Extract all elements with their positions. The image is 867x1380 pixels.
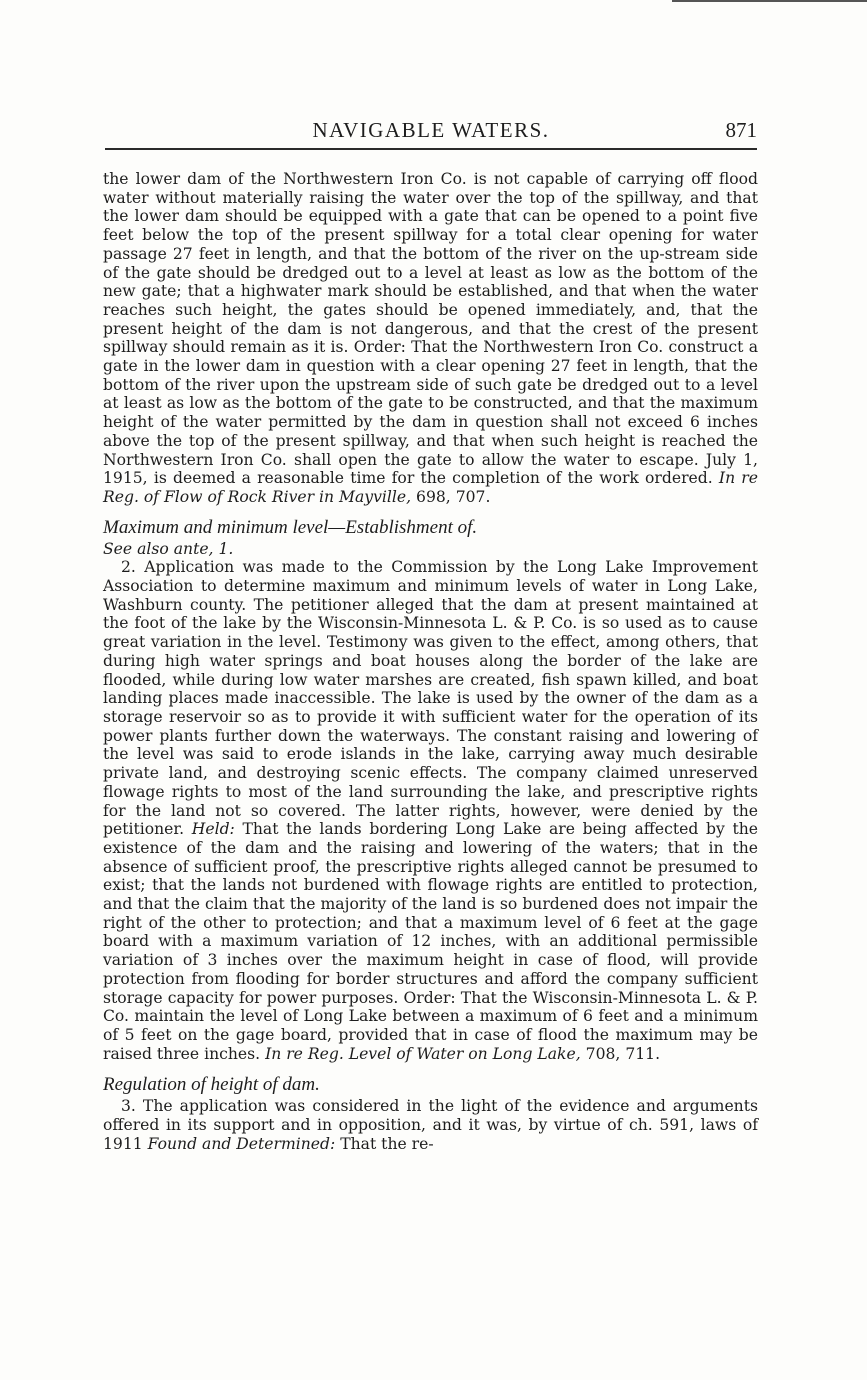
citation-rock-river: In re Reg. of Flow of Rock River in Mayville, xyxy=(103,469,758,506)
paragraph-3 xyxy=(103,1097,758,1153)
page-number: 871 xyxy=(725,118,757,142)
citation-pages-rock-river: 698, 707. xyxy=(411,487,491,506)
see-also-reference: See also ante, 1. xyxy=(103,539,234,558)
running-head: NAVIGABLE WATERS. xyxy=(312,118,550,142)
paragraph-2 xyxy=(103,558,758,1063)
paragraph-3-text: 3. The application was considered in the light of the evidence and arguments offered in its support and in opposition, and it was, by virtue of ch. 591, laws of 1911 xyxy=(103,1097,758,1153)
section-heading-max-min-level: Maximum and minimum level—Establishment of. xyxy=(103,516,478,538)
top-edge-rule xyxy=(672,0,867,2)
citation-pages-long-lake: 708, 711. xyxy=(580,1044,661,1063)
section-heading-regulation-dam: Regulation of height of dam. xyxy=(103,1074,320,1096)
held-label: Held: xyxy=(191,820,235,839)
citation-long-lake: In re Reg. Level of Water on Long Lake, xyxy=(265,1044,581,1063)
paragraph-2-text: 2. Application was made to the Commission by the Long Lake Improvement Association to determine maximum and minimum levels of water in Long Lake, Washburn county. The petitioner alleged that the dam at present maintained at the foot of the lake by the Wisconsin-Minnesota L. & P. Co. is so used as to cause great variation in the level. Testimony was given to the effect, among others, that during high water springs and boat houses along the border of the lake are flooded, while during low water marshes are created, fish spawn killed, and boat landing places made inaccessible. The lake is used by the owner of the dam as a storage reservoir so as to provide it with sufficient water for the operation of its power plants further down the waterways. The constant raising and lowering of the level was said to erode islands in the lake, carrying away much desirable private land, and destroying scenic effects. The company claimed unreserved flowage rights to most of the land surrounding the lake, and prescriptive rights for the land not so covered. The latter rights, however, were denied by the petitioner. xyxy=(103,558,758,839)
continued-paragraph xyxy=(103,170,758,507)
page-body xyxy=(103,170,758,1153)
paragraph-2-holding: That the lands bordering Long Lake are being affected by the existence of the dam and the raising and lowering of the waters; that in the absence of sufficient proof, the prescriptive rights alleged cannot be presumed to exist; that the lands not burdened with flowage rights are entitled to protection, and that the claim that the majority of the land is so burdened does not impair the right of the other to protection; and that a maximum level of 6 feet at the gage board with a maximum variation of 12 inches, with an additional permissible variation of 3 inches over the maximum height in case of flood, will provide protection from flooding for border structures and afford the company sufficient storage capacity for power purposes. Order: That the Wisconsin-Minnesota L. & P. Co. maintain the level of Long Lake between a maximum of 6 feet and a minimum of 5 feet on the gage board, provided that in case of flood the maximum may be raised three inches. xyxy=(103,820,758,1063)
header-rule xyxy=(105,148,757,150)
found-determined-label: Found and Determined: xyxy=(142,1134,336,1153)
paragraph-3-tail: That the re- xyxy=(335,1134,434,1153)
continued-paragraph-text: the lower dam of the Northwestern Iron Co. is not capable of carrying off flood water without materially raising the water over the top of the spillway, and that the lower dam should be equipped with a gate that can be opened to a point five feet below the top of the present spillway for a total clear opening for water passage 27 feet in length, and that the bottom of the river on the up-stream side of the gate should be dredged out to a level at least as low as the bottom of the new gate; that a highwater mark should be established, and that when the water reaches such height, the gates should be opened immediately, and, that the present height of the dam is not dangerous, and that the crest of the present spillway should remain as it is. Order: That the Northwestern Iron Co. construct a gate in the lower dam in question with a clear opening 27 feet in length, that the bottom of the river upon the upstream side of such gate be dredged out to a level at least as low as the bottom of the gate to be constructed, and that the maximum height of the water permitted by the dam in question shall not exceed 6 inches above the top of the present spillway, and that when such height is reached the Northwestern Iron Co. shall open the gate to allow the water to escape. July 1, 1915, is deemed a reasonable time for the completion of the work ordered. xyxy=(103,170,758,488)
page-header xyxy=(105,116,757,156)
